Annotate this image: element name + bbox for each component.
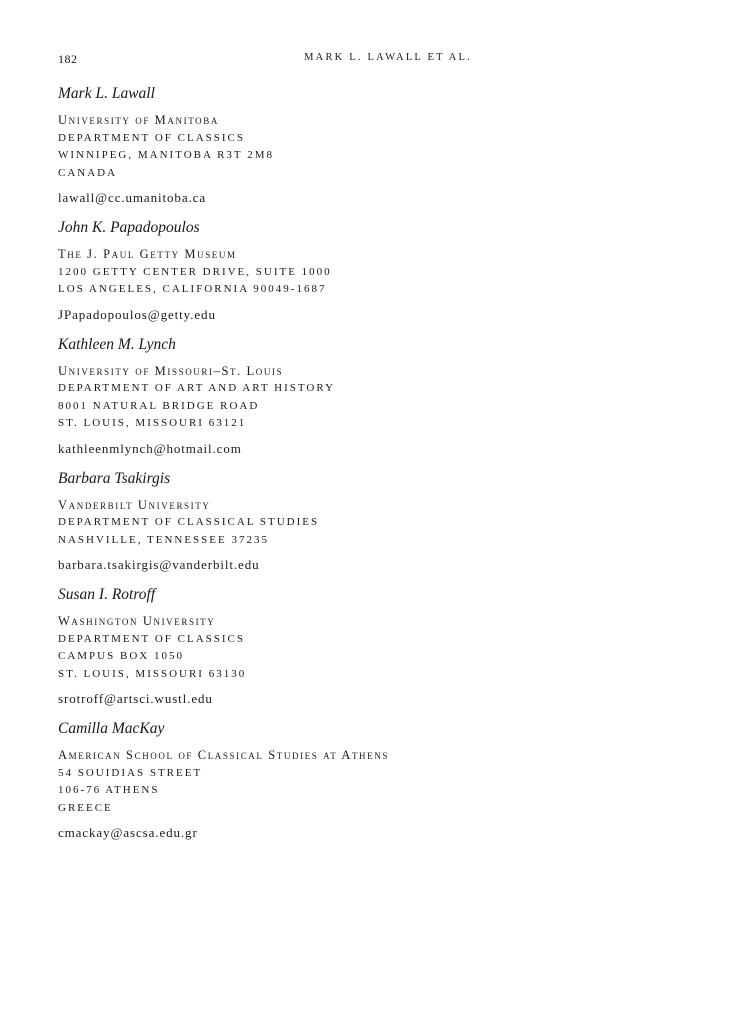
author-institution: Vanderbilt University [58, 497, 211, 512]
address-line: DEPARTMENT OF ART AND ART HISTORY [58, 382, 336, 394]
author-email: JPapadopoulos@getty.edu [58, 306, 216, 322]
address-line: GREECE [58, 801, 113, 814]
address-line: WINNIPEG, MANITOBA R3T 2M8 [58, 149, 274, 161]
author-institution: University of Manitoba [58, 113, 219, 127]
address-line: 106-76 ATHENS [58, 784, 160, 796]
author-email: srotroff@artsci.wustl.edu [58, 691, 213, 706]
author-block [58, 218, 698, 323]
address-line: CANADA [58, 166, 118, 179]
running-title: MARK L. LAWALL ET AL. [304, 52, 472, 63]
author-block [58, 585, 698, 707]
address-line: ST. LOUIS, MISSOURI 63130 [58, 667, 247, 680]
address-line: DEPARTMENT OF CLASSICS [58, 632, 245, 645]
address-line: DEPARTMENT OF CLASSICS [58, 131, 245, 144]
author-name: John K. Papadopoulos [58, 219, 200, 236]
author-email: kathleenmlynch@hotmail.com [58, 440, 242, 456]
author-block [58, 719, 698, 841]
author-institution: Washington University [58, 614, 216, 628]
address-line: NASHVILLE, TENNESSEE 37235 [58, 533, 269, 546]
author-email: cmackay@ascsa.edu.gr [58, 825, 198, 840]
address-line: CAMPUS BOX 1050 [58, 650, 184, 662]
author-name: Kathleen M. Lynch [58, 335, 176, 353]
author-name: Barbara Tsakirgis [58, 469, 171, 487]
address-line: 54 SOUIDIAS STREET [58, 766, 203, 779]
author-block [58, 335, 698, 457]
author-email: barbara.tsakirgis@vanderbilt.edu [58, 557, 260, 572]
address-line: ST. LOUIS, MISSOURI 63121 [58, 417, 247, 429]
author-list [58, 84, 698, 853]
author-block [58, 84, 698, 206]
page-number: 182 [58, 52, 78, 66]
address-line: DEPARTMENT OF CLASSICAL STUDIES [58, 516, 320, 528]
author-name: Mark L. Lawall [58, 85, 155, 102]
address-line: 1200 GETTY CENTER DRIVE, SUITE 1000 [58, 265, 332, 278]
author-institution: University of Missouri–St. Louis [58, 363, 284, 378]
address-line: LOS ANGELES, CALIFORNIA 90049-1687 [58, 283, 327, 295]
author-name: Camilla MacKay [58, 720, 165, 737]
author-email: lawall@cc.umanitoba.ca [58, 190, 206, 205]
author-institution: The J. Paul Getty Museum [58, 247, 237, 261]
author-block [58, 469, 698, 574]
author-institution: American School of Classical Studies at Athens [58, 748, 389, 762]
running-head [58, 52, 472, 68]
address-line: 8001 NATURAL BRIDGE ROAD [58, 399, 260, 412]
author-name: Susan I. Rotroff [58, 586, 156, 603]
